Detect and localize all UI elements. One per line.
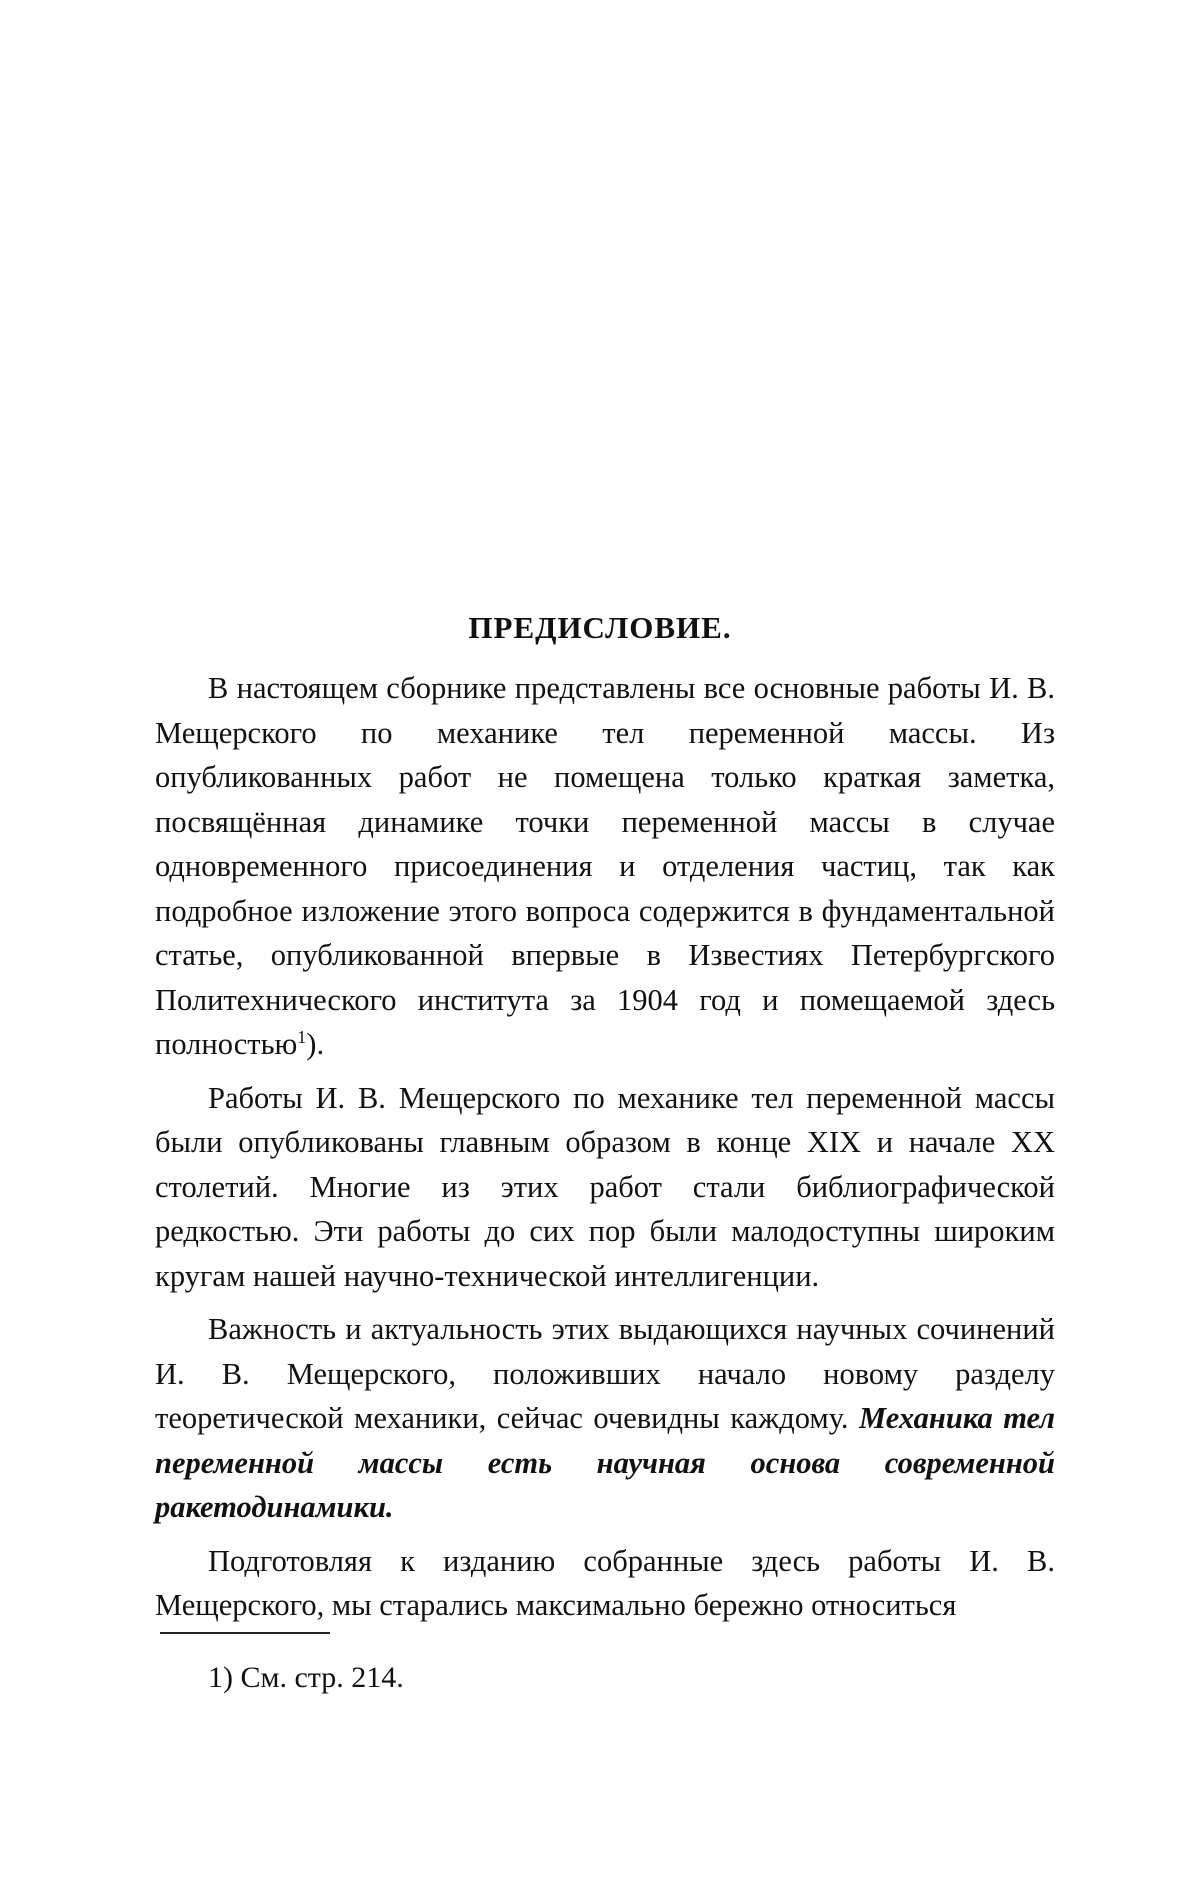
paragraph-4: Подготовляя к изданию собранные здесь работы И. В. Мещерского, мы старались максимально бережно относиться [155, 1543, 1055, 1622]
emphasized-statement: Механика тел переменной массы есть научная основа современной ракетодинамики. [155, 1401, 1055, 1524]
footnote-text: См. стр. 214. [233, 1661, 404, 1694]
footnote-marker: 1) [208, 1661, 233, 1694]
paragraph-1 [155, 666, 1055, 1067]
paragraph-1-tail: ). [306, 1027, 325, 1061]
page-title: ПРЕДИСЛОВИЕ. [468, 610, 732, 645]
footnote [208, 1660, 404, 1696]
paragraph-2: Работы И. В. Мещерского по механике тел переменной массы были опубликованы главным образом в конце XIX и начале XX столетий. Многие из этих работ стали библиографической редкостью. Эти работы до сих пор были малодоступны широким кругам нашей научно-технической интеллигенции. [155, 1080, 1055, 1293]
paragraph-1-text: В настоящем сборнике представлены все основные работы И. В. Мещерского по механике тел переменной массы. Из опубликованных работ не помещена только краткая заметка, посвящённая динамике точки переменной массы в случае одновременного присоединения и отделения частиц, так как подробное изложение этого вопроса содержится в фундаментальной статье, опубликованной впервые в Известиях Петербургского Политехнического института за 1904 год и помещаемой здесь полностью [155, 671, 1055, 1061]
footnote-reference: 1 [297, 1026, 307, 1047]
paragraph-3-text: Важность и актуальность этих выдающихся научных сочинений И. В. Мещерского, положивших начало новому разделу теоретической механики, сейчас очевидны каждому. [155, 1312, 1055, 1435]
footnote-divider [160, 1632, 330, 1634]
body-text [155, 666, 1055, 1628]
paragraph-3 [155, 1307, 1055, 1530]
